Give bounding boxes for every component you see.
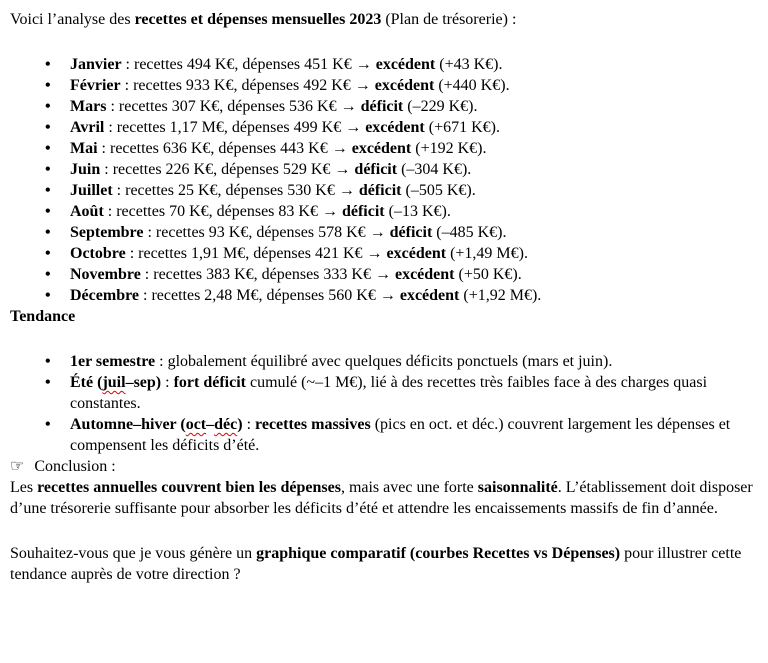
text-run: (–485 K€). xyxy=(432,224,507,241)
tendance-list xyxy=(10,351,760,456)
text-run: , mais avec une forte xyxy=(340,479,478,496)
text-run: déficit xyxy=(354,161,398,178)
text-run: déficit xyxy=(389,224,433,241)
text-run: : recettes 636 K€, dépenses 443 K€ → xyxy=(97,140,352,157)
month-list-item xyxy=(10,201,760,222)
text-run: excédent xyxy=(375,56,436,73)
text-run: déficit xyxy=(360,98,404,115)
month-list-item xyxy=(10,54,760,75)
text-run: cumulé (~–1 M€), lié à des recettes très faibles face à des charges quasi constantes. xyxy=(70,374,708,412)
text-run: Juillet xyxy=(70,182,113,199)
text-run: juil xyxy=(102,374,126,391)
closing-question xyxy=(10,543,760,585)
text-run: recettes massives xyxy=(255,416,371,433)
conclusion-label: Conclusion : xyxy=(34,458,116,475)
text-run: . L’établissement doit disposer d’une trésorerie suffisante pour absorber les déficits d’été et attendre les encaissements massifs de fin d’année. xyxy=(10,479,753,517)
text-run: : recettes 2,48 M€, dépenses 560 K€ → xyxy=(139,287,400,304)
month-list-item xyxy=(10,117,760,138)
text-run: excédent xyxy=(365,119,425,136)
text-run: : recettes 1,91 M€, dépenses 421 K€ → xyxy=(125,245,387,262)
text-run: déc xyxy=(214,416,238,433)
text-run: : xyxy=(242,416,256,433)
text-run: déficit xyxy=(341,203,385,220)
text-run: excédent xyxy=(351,140,412,157)
text-run: recettes annuelles couvrent bien les dépenses xyxy=(37,479,341,496)
tendance-list-item xyxy=(10,372,760,414)
text-run: (–505 K€). xyxy=(401,182,476,199)
month-list-item xyxy=(10,243,760,264)
text-run: Souhaitez-vous que je vous génère un xyxy=(10,545,257,562)
text-run: Août xyxy=(70,203,104,220)
text-run: Octobre xyxy=(70,245,126,262)
text-run: (+1,49 M€). xyxy=(446,245,528,262)
text-run: saisonnalité xyxy=(477,479,558,496)
text-run: 1er semestre xyxy=(70,353,156,370)
text-run: Les xyxy=(10,479,38,496)
month-list-item xyxy=(10,75,760,96)
text-run: excédent xyxy=(374,77,435,94)
text-run: : recettes 933 K€, dépenses 492 K€ → xyxy=(120,77,375,94)
month-list-item xyxy=(10,285,760,306)
text-run: (–304 K€). xyxy=(397,161,472,178)
text-run: Mars xyxy=(70,98,107,115)
conclusion-line xyxy=(10,456,760,477)
text-run: déficit xyxy=(358,182,402,199)
text-run: (Plan de trésorerie) : xyxy=(381,11,517,28)
text-run: : recettes 307 K€, dépenses 536 K€ → xyxy=(106,98,361,115)
text-run: : recettes 226 K€, dépenses 529 K€ → xyxy=(100,161,355,178)
text-run: excédent xyxy=(399,287,460,304)
text-run: : recettes 1,17 M€, dépenses 499 K€ → xyxy=(104,119,366,136)
text-run: (+192 K€). xyxy=(411,140,487,157)
text-run: (–13 K€). xyxy=(384,203,451,220)
text-run: recettes et dépenses mensuelles 2023 xyxy=(134,11,382,28)
text-run: (+1,92 M€). xyxy=(459,287,542,304)
month-list-item xyxy=(10,96,760,117)
text-run: fort déficit xyxy=(173,374,246,391)
month-list-item xyxy=(10,222,760,243)
text-run: : globalement équilibré avec quelques déficits ponctuels (mars et juin). xyxy=(155,353,613,370)
text-run: Avril xyxy=(70,119,105,136)
text-run: (+671 K€). xyxy=(424,119,500,136)
month-list-item xyxy=(10,180,760,201)
tendance-list-item xyxy=(10,414,760,456)
text-run: –sep) xyxy=(125,374,162,391)
text-run: : recettes 494 K€, dépenses 451 K€ → xyxy=(121,56,376,73)
text-run: Novembre xyxy=(70,266,141,283)
month-list-item xyxy=(10,264,760,285)
text-run: pour illustrer cette tendance auprès de votre direction ? xyxy=(10,545,742,583)
tendance-list-item xyxy=(10,351,760,372)
text-run: Automne–hiver ( xyxy=(70,416,186,433)
text-run: : xyxy=(161,374,174,391)
pointing-hand-icon: ☞ xyxy=(10,458,25,475)
intro-paragraph xyxy=(10,9,760,30)
text-run: : recettes 70 K€, dépenses 83 K€ → xyxy=(103,203,342,220)
text-run: Décembre xyxy=(70,287,139,304)
text-run: excédent xyxy=(386,245,447,262)
monthly-breakdown-list xyxy=(10,54,760,306)
text-run: (+43 K€). xyxy=(435,56,503,73)
text-run: (pics en oct. et déc.) couvrent largement les dépenses et compensent les déficits d’été. xyxy=(70,416,731,454)
text-run: Janvier xyxy=(70,56,122,73)
text-run: : recettes 93 K€, dépenses 578 K€ → xyxy=(143,224,390,241)
text-run: : recettes 25 K€, dépenses 530 K€ → xyxy=(112,182,359,199)
text-run: Février xyxy=(70,77,121,94)
text-run: ) xyxy=(237,416,243,433)
text-run: Voici l’analyse des xyxy=(10,11,135,28)
text-run: Mai xyxy=(70,140,98,157)
text-run: Juin xyxy=(70,161,101,178)
text-run: (+440 K€). xyxy=(434,77,510,94)
tendance-heading: Tendance xyxy=(10,308,76,325)
text-run: Été ( xyxy=(70,374,103,391)
month-list-item xyxy=(10,138,760,159)
text-run: excédent xyxy=(394,266,455,283)
text-run: oct xyxy=(185,416,207,433)
month-list-item xyxy=(10,159,760,180)
text-run: graphique comparatif (courbes Recettes vs Dépenses) xyxy=(256,545,621,562)
text-run: (–229 K€). xyxy=(403,98,478,115)
text-run: : recettes 383 K€, dépenses 333 K€ → xyxy=(140,266,395,283)
text-run: Septembre xyxy=(70,224,144,241)
text-run: (+50 K€). xyxy=(454,266,522,283)
text-run: – xyxy=(206,416,215,433)
conclusion-paragraph xyxy=(10,477,760,519)
